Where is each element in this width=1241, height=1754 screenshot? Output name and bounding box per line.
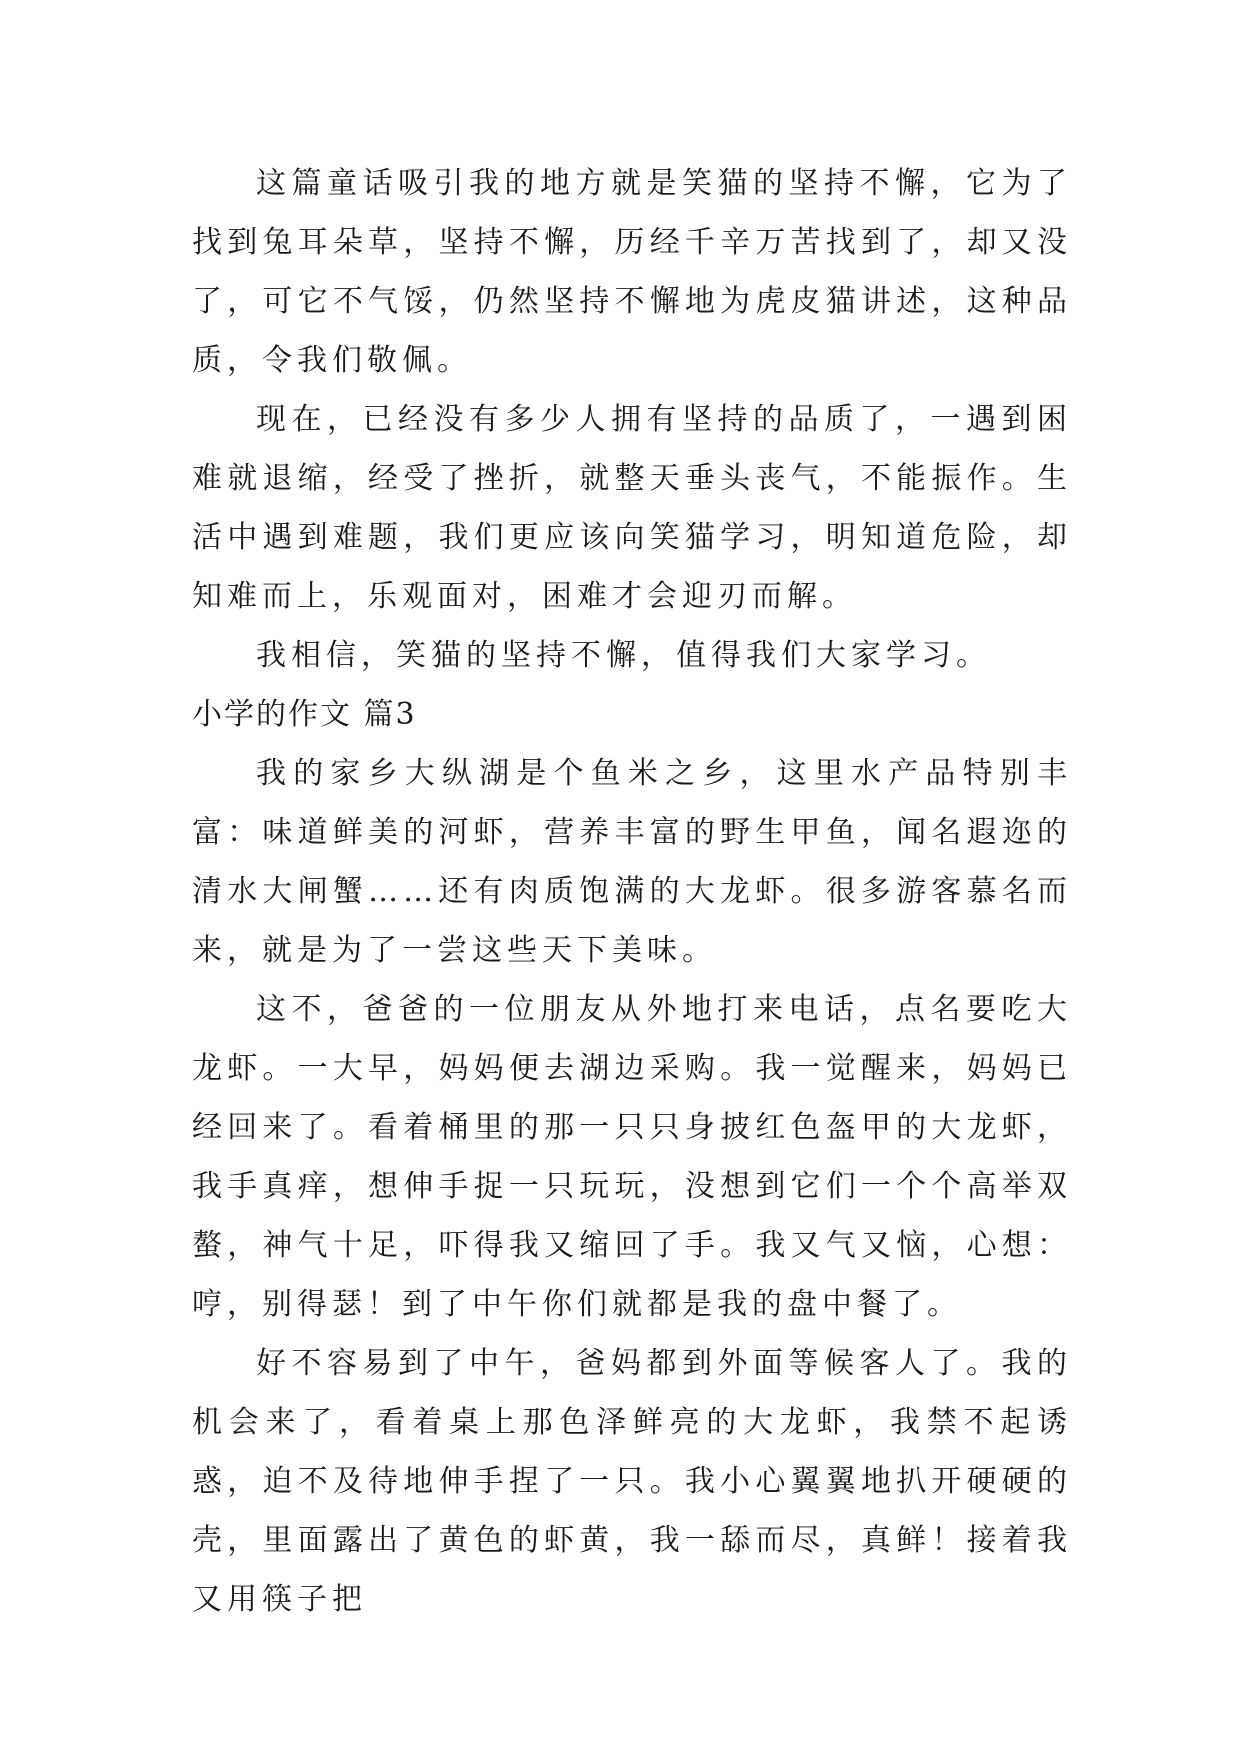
section-heading: 小学的作文 篇3 [192, 697, 417, 732]
paragraph: 好不容易到了中午，爸妈都到外面等候客人了。我的机会来了，看着桌上那色泽鲜亮的大龙虾，我禁不起诱惑，迫不及待地伸手捏了一只。我小心翼翼地扒开硬硬的壳，里面露出了黄色的虾黄，我一舔而尽，真鲜！接着我又用筷子把 [192, 1346, 1072, 1617]
paragraph: 这不，爸爸的一位朋友从外地打来电话，点名要吃大龙虾。一大早，妈妈便去湖边采购。我一觉醒来，妈妈已经回来了。看着桶里的那一只只身披红色盔甲的大龙虾，我手真痒，想伸手捉一只玩玩，没想到它们一个个高举双螯，神气十足，吓得我又缩回了手。我又气又恼，心想：哼，别得瑟！到了中午你们就都是我的盘中餐了。 [192, 992, 1072, 1322]
document-body [192, 154, 1072, 1629]
paragraph: 我的家乡大纵湖是个鱼米之乡，这里水产品特别丰富：味道鲜美的河虾，营养丰富的野生甲鱼，闻名遐迩的清水大闸蟹……还有肉质饱满的大龙虾。很多游客慕名而来，就是为了一尝这些天下美味。 [192, 756, 1072, 968]
paragraph: 现在，已经没有多少人拥有坚持的品质了，一遇到困难就退缩，经受了挫折，就整天垂头丧气，不能振作。生活中遇到难题，我们更应该向笑猫学习，明知道危险，却知难而上，乐观面对，困难才会迎刃而解。 [192, 402, 1072, 614]
paragraph: 这篇童话吸引我的地方就是笑猫的坚持不懈，它为了找到兔耳朵草，坚持不懈，历经千辛万苦找到了，却又没了，可它不气馁，仍然坚持不懈地为虎皮猫讲述，这种品质，令我们敬佩。 [192, 166, 1072, 378]
paragraph: 我相信，笑猫的坚持不懈，值得我们大家学习。 [256, 638, 991, 673]
